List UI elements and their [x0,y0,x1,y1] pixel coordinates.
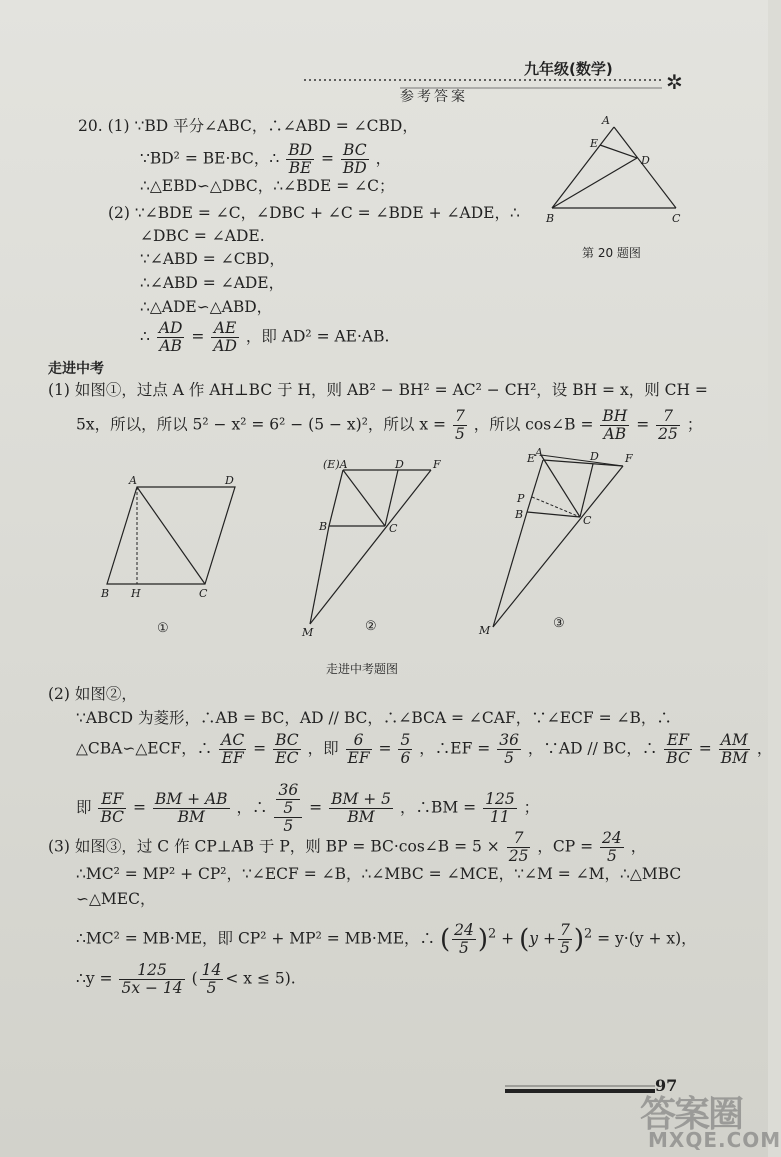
q20-figure [540,110,690,230]
header-grade: 九年级(数学) [524,60,613,78]
label-a: A [535,446,543,459]
q20-line2: ∵BD² = BE·BC，∴ $\frac{BD}{BE}$ = $\frac{BC}{BD}$ ， [140,141,392,177]
fraction: $\frac{BM + 5}{BM}$ [331,790,392,826]
zk3-line5: ∴y = $\frac{125}{5x - 14}$ ( $\frac{14}{5}$ < x ≤ 5). [76,961,296,997]
label-e: E [590,137,599,150]
fraction: $\frac{BC}{BD}$ [342,141,367,177]
fraction: $\frac{14}{5}$ [201,961,222,997]
watermark-logo: 答案圈 [640,1094,743,1135]
label-p: P [517,492,525,505]
q20-text: ∵BD² = BE·BC，∴ [140,149,280,168]
header-title: 参考答案 [400,89,468,105]
zk2-line1: (2) 如图②， [48,685,137,703]
fraction: $\frac{AM}{BM}$ [720,731,748,767]
label-d: D [395,458,404,471]
q20-line8: ∴△ADE∽△ABD， [140,298,273,316]
zk3-line1: (3) 如图③，过 C 作 CP⊥AB 于 P，则 BP = BC·cos∠B = 5 × $\frac{7}{25}$ ，CP = $\frac{24}{5}$ ， [48,829,647,865]
exam-figures-caption: 走进中考题图 [326,662,399,676]
label-c: C [199,587,208,600]
fraction: $\frac{EF}{BC}$ [666,731,690,767]
fraction: $\frac{36}{5}$ [499,731,519,767]
figure-2 [301,458,441,639]
exam-figures [95,446,655,642]
watermark-url: MXQE.COM [648,1128,781,1152]
fraction: $\frac{24}{5}$ [602,829,622,865]
figure-1 [100,474,235,636]
figure-3-label: ③ [553,616,565,631]
q20-line5: ∠DBC = ∠ADE. [140,227,265,245]
label-b: B [319,520,328,533]
label-a: A [602,114,610,127]
fraction: $\frac{7}{5}$ [454,407,465,443]
zk3-line3: ∽△MEC， [76,890,156,908]
zk1-line1: (1) 如图①，过点 A 作 AH⊥BC 于 H，则 AB² − BH² = AC² − CH²，设 BH = x，则 CH = [48,381,708,399]
q20-number: 20. [78,117,103,135]
fraction: $\frac{BH}{AB}$ [602,407,628,443]
q20-part1: (1) [107,117,130,135]
zk2-line3: △CBA∽△ECF，∴ $\frac{AC}{EF}$ = $\frac{BC}{EC}$ ，即 $\frac{6}{EF}$ = $\frac{5}{6}$ ，∴EF = $\frac{36}{5}$ ，∵AD // BC，∴ $\frac{EF}{BC}$ = $\frac{AM}{BM}$ ， [76,731,773,767]
label-e: E [527,452,536,465]
label-c: C [389,522,398,535]
q20-part2: (2) [108,204,130,222]
zk3-line4: ∴MC² = MB·ME，即 CP² + MP² = MB·ME，∴ ( $\frac{24}{5}$ )$^2$ + (y + $\frac{7}{5}$ )$^2$ = y·(y + x)， [76,921,697,957]
fraction: $\frac{AE}{AD}$ [213,319,237,355]
label-d: D [225,474,234,487]
label-b: B [546,212,555,225]
section-heading: 走进中考 [48,361,104,377]
q20-line7: ∴∠ABD = ∠ADE， [140,274,285,292]
fraction: $\frac{24}{5}$ [454,921,474,957]
label-f: F [625,452,633,465]
label-b: B [101,587,110,600]
q20-line3: ∴△EBD∽△DBC，∴∠BDE = ∠C； [140,177,395,195]
q20-figure-caption: 第 20 题图 [582,246,641,260]
label-d: D [590,450,599,463]
page-number: 97 [655,1076,678,1095]
label-c: C [583,514,592,527]
fraction: $\frac{6}{EF}$ [347,731,370,767]
fraction: $\frac{AD}{AB}$ [158,319,183,355]
fraction: $\frac{AC}{EF}$ [221,731,245,767]
fraction: $\frac{EF}{BC}$ [100,790,124,826]
label-m: M [479,624,491,637]
fraction: $\frac{7}{25}$ [508,829,529,865]
fraction: $\frac{7}{5}$ [559,921,570,957]
figure-3 [478,446,633,637]
nested-fraction: $\frac{\frac{36}{5}}{5}$ [274,782,302,835]
star-icon: ✲ [666,70,683,94]
fraction: $\frac{5}{6}$ [400,731,411,767]
label-f: F [433,458,441,471]
label-m: M [302,626,314,639]
label-a: A [129,474,137,487]
q20-line9: ∴ $\frac{AD}{AB}$ = $\frac{AE}{AD}$ ，即 AD² = AE·AB. [140,319,390,355]
label-c: C [672,212,681,225]
fraction: $\frac{125}{11}$ [485,790,515,826]
label-ea: (E)A [323,458,348,471]
fraction: $\frac{BM + AB}{BM}$ [154,790,228,826]
q20-line4 [108,203,520,223]
zk2-line4: 即 $\frac{EF}{BC}$ = $\frac{BM + AB}{BM}$ ，∴ $\frac{\frac{36}{5}}{5}$ = $\frac{BM + 5}{BM}$ ，∴BM = $\frac{125}{11}$ ； [76,781,540,835]
q20-line6: ∵∠ABD = ∠CBD， [140,250,285,268]
label-h: H [131,587,141,600]
figure-2-label: ② [365,619,377,634]
q20-line1 [78,116,418,136]
fraction: $\frac{BD}{BE}$ [288,141,313,177]
q20-text: ∵∠BDE = ∠C，∠DBC + ∠C = ∠BDE + ∠ADE，∴ [134,204,520,222]
zk3-line2: ∴MC² = MP² + CP²，∵∠ECF = ∠B，∴∠MBC = ∠MCE，∵∠M = ∠M，∴△MBC [76,865,682,883]
fraction: $\frac{BC}{EC}$ [275,731,299,767]
label-b: B [515,508,524,521]
fraction: $\frac{125}{5x - 14}$ [121,961,183,997]
header-dotted-rule [300,68,680,98]
q20-text: ∵BD 平分∠ABC，∴∠ABD = ∠CBD， [134,117,418,135]
figure-1-label: ① [157,621,169,636]
zk2-line2: ∵ABCD 为菱形，∴AB = BC，AD // BC，∴∠BCA = ∠CAF，∵∠ECF = ∠B，∴ [76,709,672,727]
label-d: D [641,154,650,167]
zk1-line2: 5x，所以，所以 5² − x² = 6² − (5 − x)²，所以 x = $\frac{7}{5}$ ，所以 cos∠B = $\frac{BH}{AB}$ = $\frac{7}{25}$ ； [76,407,703,443]
fraction: $\frac{7}{25}$ [658,407,678,443]
